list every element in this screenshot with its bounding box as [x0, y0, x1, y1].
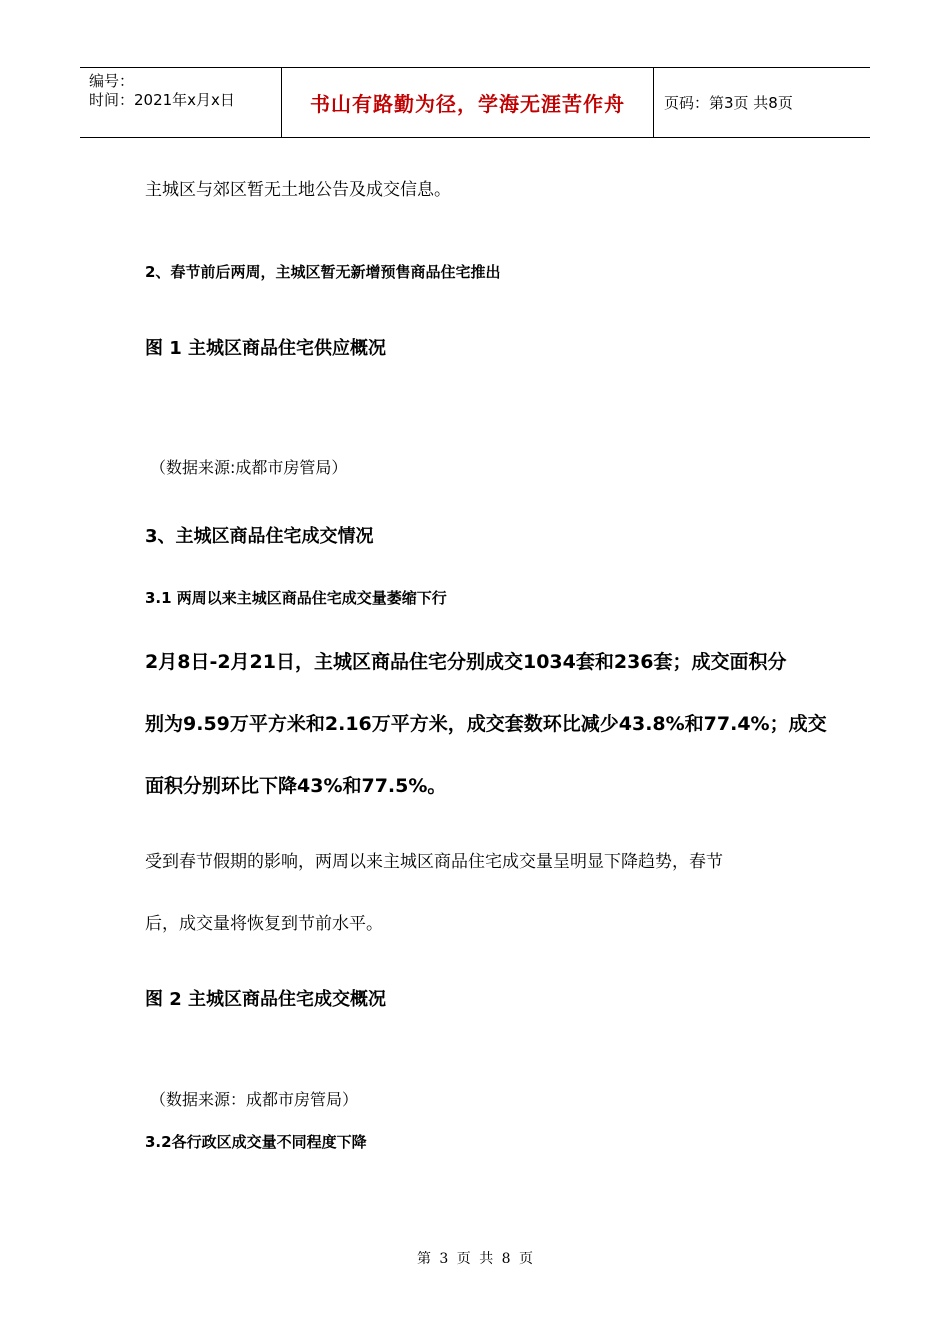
- page-footer: 第 3 页 共 8 页: [416, 1251, 534, 1267]
- header-motto: 书山有路勤为径，学海无涯苦作舟: [310, 92, 625, 116]
- header-page-info: 页码：第3页 共8页: [664, 94, 793, 112]
- paragraph-land-info: 主城区与郊区暂无土地公告及成交信息。: [145, 180, 451, 200]
- paragraph-trend-line-1: 受到春节假期的影响，两周以来主城区商品住宅成交量呈明显下降趋势，春节: [145, 852, 723, 872]
- section-heading-3: 3、主城区商品住宅成交情况: [145, 526, 374, 547]
- document-number-label: 编号：: [89, 72, 135, 90]
- page-header: [80, 67, 870, 138]
- document-time-label: 时间：2021年x月x日: [89, 91, 235, 109]
- figure-1-caption: 图 1 主城区商品住宅供应概况: [145, 338, 387, 359]
- paragraph-transaction-line-1: 2月8日-2月21日，主城区商品住宅分别成交1034套和236套；成交面积分: [145, 651, 787, 673]
- subsection-heading-3-1: 3.1 两周以来主城区商品住宅成交量萎缩下行: [145, 589, 447, 607]
- figure-2-caption: 图 2 主城区商品住宅成交概况: [145, 989, 387, 1010]
- paragraph-transaction-line-2: 别为9.59万平方米和2.16万平方米，成交套数环比减少43.8%和77.4%；成交: [145, 713, 827, 735]
- subsection-heading-3-2: 3.2各行政区成交量不同程度下降: [145, 1133, 367, 1151]
- header-divider: [653, 68, 654, 137]
- header-meta: [89, 72, 235, 110]
- paragraph-trend-line-2: 后，成交量将恢复到节前水平。: [145, 914, 383, 934]
- section-heading-2: 2、春节前后两周，主城区暂无新增预售商品住宅推出: [145, 263, 501, 281]
- figure-1-source: （数据来源:成都市房管局）: [150, 458, 348, 477]
- figure-2-source: （数据来源：成都市房管局）: [150, 1090, 359, 1109]
- paragraph-transaction-line-3: 面积分别环比下降43%和77.5%。: [145, 775, 447, 797]
